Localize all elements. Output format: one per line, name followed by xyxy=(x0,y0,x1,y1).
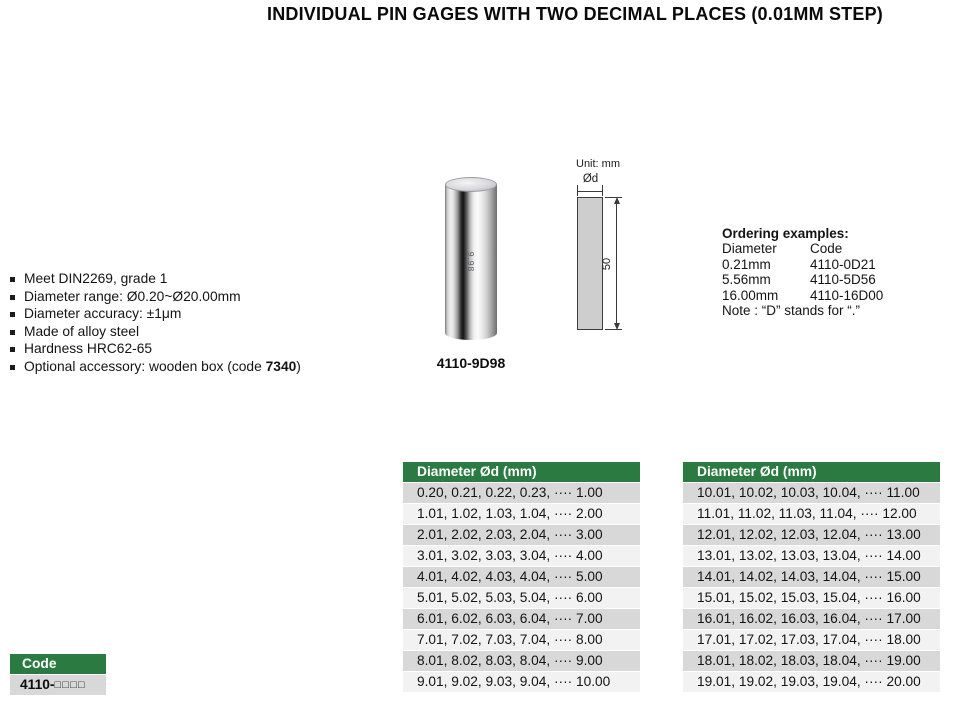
table-row: 13.01, 13.02, 13.03, 13.04, ···· 14.00 xyxy=(683,546,940,566)
feature-item xyxy=(10,306,301,324)
table-row: 1.01, 1.02, 1.03, 1.04, ···· 2.00 xyxy=(403,504,640,524)
ordering-row xyxy=(722,257,883,272)
code-placeholder-boxes: □□□□ xyxy=(54,679,86,691)
table-row: 5.01, 5.02, 5.03, 5.04, ···· 6.00 xyxy=(403,588,640,608)
table-row: 8.01, 8.02, 8.03, 8.04, ···· 9.00 xyxy=(403,651,640,671)
table-row: 15.01, 15.02, 15.03, 15.04, ···· 16.00 xyxy=(683,588,940,608)
diameter-table-right xyxy=(683,462,940,693)
diameter-table-left xyxy=(403,462,640,693)
pin-gage-photo xyxy=(445,177,497,340)
table-row: 9.01, 9.02, 9.03, 9.04, ···· 10.00 xyxy=(403,672,640,692)
feature-item xyxy=(10,324,301,342)
unit-label: Unit: mm xyxy=(576,158,620,170)
table-row: 2.01, 2.02, 2.03, 2.04, ···· 3.00 xyxy=(403,525,640,545)
length-dim-label: 50 xyxy=(601,257,613,271)
table-row: 12.01, 12.02, 12.03, 12.04, ···· 13.00 xyxy=(683,525,940,545)
feature-item-label: Hardness HRC62-65 xyxy=(24,341,153,356)
feature-item-label xyxy=(24,359,301,374)
table-row: 19.01, 19.02, 19.03, 19.04, ···· 20.00 xyxy=(683,672,940,692)
table-row: 3.01, 3.02, 3.03, 3.04, ···· 4.00 xyxy=(403,546,640,566)
code-header: Code xyxy=(10,654,106,674)
ordering-examples xyxy=(722,226,883,318)
feature-item xyxy=(10,289,301,307)
accessory-code: 7340 xyxy=(265,358,297,374)
table-row: 7.01, 7.02, 7.03, 7.04, ···· 8.00 xyxy=(403,630,640,650)
ordering-diameter-value: 16.00mm xyxy=(722,287,779,303)
code-table xyxy=(10,654,106,695)
ordering-columns xyxy=(722,241,883,256)
pin-top-face xyxy=(445,177,497,192)
table-row: 10.01, 10.02, 10.03, 10.04, ···· 11.00 xyxy=(683,483,940,503)
dim-arrow-up-icon xyxy=(614,197,620,204)
ordering-code-value: 4110-16D00 xyxy=(810,287,884,303)
ordering-row xyxy=(722,272,883,287)
table-header: Diameter Ød (mm) xyxy=(683,462,940,482)
pin-model-label: 4110-9D98 xyxy=(436,355,506,371)
feature-item-label: Diameter accuracy: ±1μm xyxy=(24,306,182,321)
feature-item-label: Meet DIN2269, grade 1 xyxy=(24,271,168,286)
feature-item xyxy=(10,359,301,377)
accessory-text-suffix: ) xyxy=(296,358,301,374)
diameter-dim-label: Ød xyxy=(582,173,599,185)
dim-tick-left xyxy=(577,185,578,196)
ordering-note: Note : “D” stands for “.” xyxy=(722,303,861,319)
ordering-heading: Ordering examples: xyxy=(722,226,849,241)
ordering-diameter-value: 0.21mm xyxy=(722,256,771,272)
ordering-col-diameter: Diameter xyxy=(722,241,777,257)
dim-tick-right xyxy=(602,185,603,196)
accessory-text: Optional accessory: wooden box (code xyxy=(24,358,266,374)
ordering-row xyxy=(722,288,883,303)
pin-engraving-text: 9.98 xyxy=(466,251,476,273)
ordering-diameter-value: 5.56mm xyxy=(722,272,771,288)
ordering-code-value: 4110-0D21 xyxy=(810,256,876,272)
table-row: 6.01, 6.02, 6.03, 6.04, ···· 7.00 xyxy=(403,609,640,629)
table-row: 14.01, 14.02, 14.03, 14.04, ···· 15.00 xyxy=(683,567,940,587)
bullet-square-icon xyxy=(10,365,15,370)
bullet-square-icon xyxy=(10,330,15,335)
bullet-square-icon xyxy=(10,312,15,317)
table-row: 17.01, 17.02, 17.03, 17.04, ···· 18.00 xyxy=(683,630,940,650)
table-row: 0.20, 0.21, 0.22, 0.23, ···· 1.00 xyxy=(403,483,640,503)
page-title: INDIVIDUAL PIN GAGES WITH TWO DECIMAL PLACES (0.01MM STEP) xyxy=(267,4,883,24)
bullet-square-icon xyxy=(10,295,15,300)
diameter-dim-line xyxy=(577,191,603,192)
bullet-square-icon xyxy=(10,277,15,282)
feature-item-label: Made of alloy steel xyxy=(24,323,140,339)
code-value xyxy=(10,675,106,695)
table-row: 4.01, 4.02, 4.03, 4.04, ···· 5.00 xyxy=(403,567,640,587)
feature-item-label: Diameter range: Ø0.20~Ø20.00mm xyxy=(24,288,241,304)
feature-item xyxy=(10,271,301,289)
ordering-code-value: 4110-5D56 xyxy=(810,272,876,288)
bullet-square-icon xyxy=(10,347,15,352)
table-row: 18.01, 18.02, 18.03, 18.04, ···· 19.00 xyxy=(683,651,940,671)
table-row: 11.01, 11.02, 11.03, 11.04, ···· 12.00 xyxy=(683,504,940,524)
features-list xyxy=(10,271,301,376)
feature-item xyxy=(10,341,301,359)
ordering-col-code: Code xyxy=(810,241,843,257)
table-header: Diameter Ød (mm) xyxy=(403,462,640,482)
length-dim-line xyxy=(616,200,617,327)
dim-arrow-down-icon xyxy=(614,323,620,330)
code-prefix: 4110- xyxy=(20,677,55,692)
table-row: 16.01, 16.02, 16.03, 16.04, ···· 17.00 xyxy=(683,609,940,629)
